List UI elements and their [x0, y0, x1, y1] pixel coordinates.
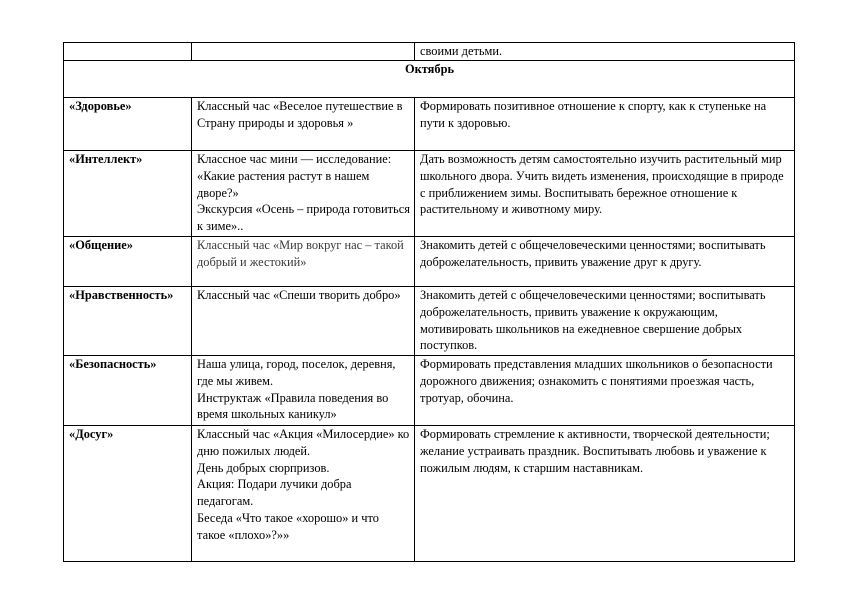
- event-item: Акция: Подари лучики добра педагогам.: [197, 477, 352, 509]
- month-row: [64, 61, 795, 98]
- events-cell: [192, 287, 415, 356]
- direction-cell: «Здоровье»: [64, 98, 192, 151]
- goal-cell: Знакомить детей с общечеловеческими ценностями; воспитывать доброжелательность, привить уважение друг к другу.: [415, 237, 795, 287]
- table-row: [64, 426, 795, 562]
- goal-cell: Формировать позитивное отношение к спорту, как к ступеньке на пути к здоровью.: [415, 98, 795, 151]
- event-item: Классный час «Веселое путешествие в Страну природы и здоровья »: [197, 99, 403, 130]
- event-item: Инструктаж «Правила поведения во время школьных каникул»: [197, 390, 389, 422]
- direction-cell: «Общение»: [64, 237, 192, 287]
- event-item: Наша улица, город, поселок, деревня, где мы живем.: [197, 357, 396, 388]
- event-item: Классный час «Мир вокруг нас – такой добрый и жестокий»: [197, 238, 404, 269]
- events-cell: [192, 98, 415, 151]
- table-row: [64, 356, 795, 426]
- event-item: Экскурсия «Осень – природа готовиться к зиме»..: [197, 202, 410, 234]
- events-cell: [192, 43, 415, 61]
- events-cell: [192, 151, 415, 237]
- table-row: [64, 287, 795, 356]
- event-item: День добрых сюрпризов.: [197, 460, 330, 475]
- goal-cell: Дать возможность детям самостоятельно изучить растительный мир школьного двора. Учить видеть изменения, происходящие в природе с приближением зимы. Воспитывать бережное отношение к растительному и животному миру.: [415, 151, 795, 237]
- events-cell: [192, 426, 415, 562]
- goal-cell: Формировать представления младших школьников о безопасности дорожного движения; ознакомить с понятиями проезжая часть, тротуар, обочина.: [415, 356, 795, 426]
- table-row: [64, 98, 795, 151]
- event-item: Беседа «Что такое «хорошо» и что такое «плохо»?»»: [197, 510, 379, 542]
- event-item: Классный час «Спеши творить добро»: [197, 288, 401, 302]
- direction-cell: «Нравственность»: [64, 287, 192, 356]
- table-row-continuation: [64, 43, 795, 61]
- event-item: Классный час «Акция «Милосердие» ко дню пожилых людей.: [197, 427, 410, 458]
- event-item: Классное час мини — исследование: «Какие растения растут в нашем дворе?»: [197, 152, 392, 200]
- table-row: [64, 237, 795, 287]
- events-cell: [192, 356, 415, 426]
- direction-cell: «Безопасность»: [64, 356, 192, 426]
- table-row: [64, 151, 795, 237]
- goal-cell: своими детьми.: [415, 43, 795, 61]
- events-cell: [192, 237, 415, 287]
- plan-table: [63, 42, 795, 562]
- month-heading: Октябрь: [64, 61, 795, 98]
- direction-cell: «Досуг»: [64, 426, 192, 562]
- goal-cell: Знакомить детей с общечеловеческими ценностями; воспитывать доброжелательность, привить уважение к окружающим, мотивировать школьников на ежедневное свершение добрых поступков.: [415, 287, 795, 356]
- goal-cell: Формировать стремление к активности, творческой деятельности; желание устраивать праздник. Воспитывать любовь и уважение к пожилым людям, к старшим наставникам.: [415, 426, 795, 562]
- direction-cell: [64, 43, 192, 61]
- direction-cell: «Интеллект»: [64, 151, 192, 237]
